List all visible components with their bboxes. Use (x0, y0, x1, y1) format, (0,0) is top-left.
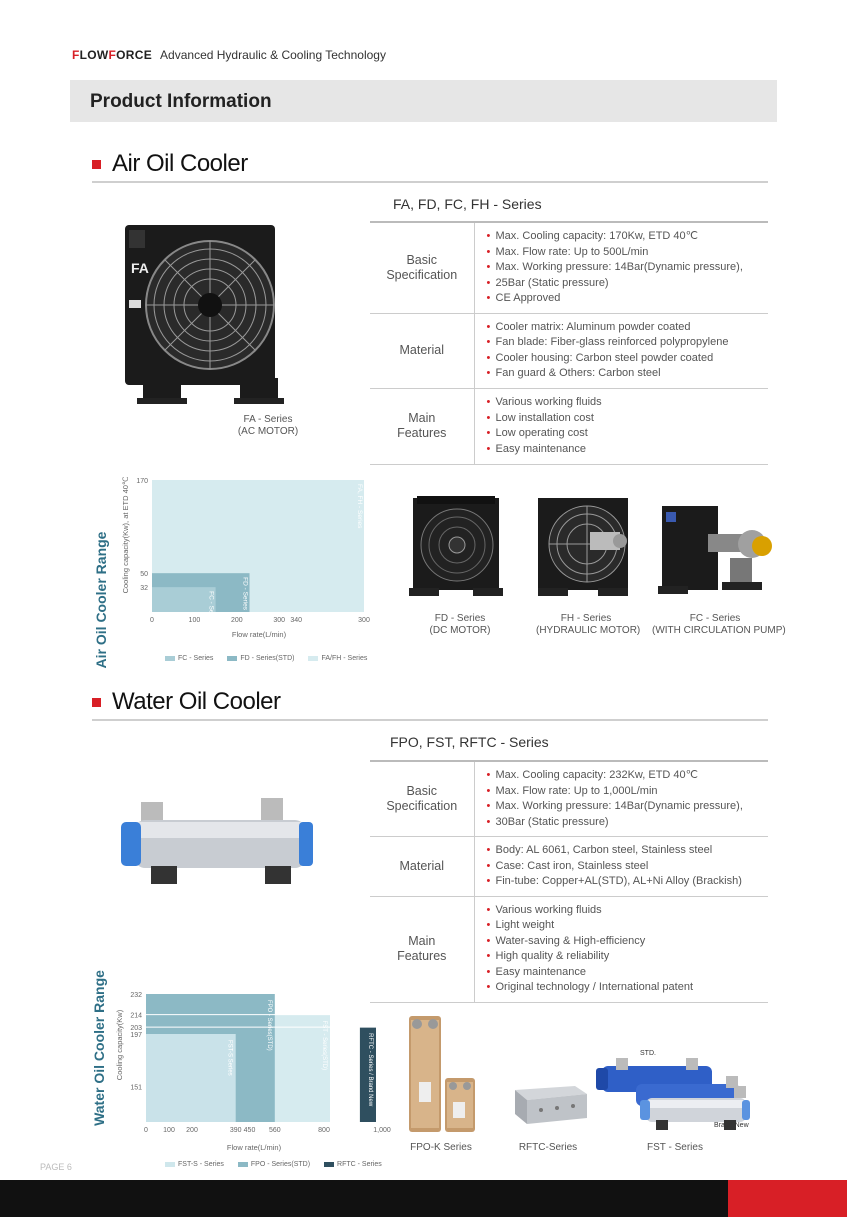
spec-item: • Cooler housing: Carbon steel powder coated (487, 351, 769, 367)
x-tick-label: 800 (318, 1127, 330, 1134)
footer-bar (0, 1180, 847, 1217)
brand-tagline: Advanced Hydraulic & Cooling Technology (160, 48, 386, 62)
fh-series-image (532, 492, 634, 607)
spec-head-line: Basic (406, 252, 438, 267)
spec-row-features (370, 896, 768, 1002)
bar-label: FST-S Series (226, 1040, 233, 1076)
legend-item (227, 655, 294, 662)
caption-line: FC - Series (689, 613, 741, 624)
spec-item: • Easy maintenance (487, 965, 769, 981)
footer-accent (728, 1180, 847, 1217)
brand-header (72, 48, 386, 62)
water-legend (165, 1161, 382, 1168)
caption-line: FA - Series (243, 414, 293, 425)
spec-item: • Low operating cost (487, 426, 769, 442)
legend-swatch (324, 1162, 334, 1167)
legend-item (165, 1161, 224, 1168)
legend-item (308, 655, 367, 662)
rftc-image (505, 1080, 590, 1130)
bar-label: FA, FH - Series (356, 484, 363, 529)
spec-item: • Max. Flow rate: Up to 1,000L/min (487, 784, 769, 800)
chart-title: Water Oil Cooler Range (91, 970, 107, 1126)
spec-row-basic (370, 761, 768, 837)
spec-row-basic (370, 222, 768, 313)
spec-body (474, 896, 768, 1002)
spec-head (370, 388, 474, 464)
chart-ylabel: Cooling capacity(Kw), at ETD 40℃ (121, 476, 130, 594)
air-series-title: FA, FD, FC, FH - Series (393, 196, 542, 212)
caption-line: (DC MOTOR) (429, 625, 491, 636)
spec-row-features (370, 388, 768, 464)
caption-line: (HYDRAULIC MOTOR) (536, 625, 641, 636)
legend-item (324, 1161, 382, 1168)
bar-label: FC - Series (207, 591, 215, 625)
spec-head-line: Main (408, 411, 436, 425)
section-rule (92, 181, 768, 183)
legend-label: FA/FH - Series (321, 655, 368, 662)
water-spec-table (370, 760, 768, 1003)
y-tick-label: 232 (130, 992, 142, 999)
spec-item: • Max. Flow rate: Up to 500L/min (487, 245, 769, 261)
spec-item: • Easy maintenance (487, 442, 769, 458)
spec-item: • Various working fluids (487, 395, 769, 411)
legend-label: FD - Series(STD) (240, 655, 295, 662)
spec-head: Material (370, 837, 474, 897)
spec-item: • Case: Cast iron, Stainless steel (487, 859, 769, 875)
fc-series-image (656, 498, 778, 608)
legend-swatch (308, 656, 318, 661)
y-tick-label: 170 (136, 478, 148, 485)
y-tick-label: 214 (130, 1012, 142, 1020)
fpo-k-image (403, 1012, 483, 1137)
section-rule (92, 719, 768, 721)
fh-caption (536, 613, 641, 637)
x-tick-label: 450 (243, 1127, 256, 1134)
spec-head: Material (370, 313, 474, 388)
x-tick-label: 0 (150, 617, 154, 624)
y-tick-label: 203 (130, 1025, 142, 1033)
bar-label: FST - Series(STD) (321, 1020, 327, 1071)
spec-head (370, 761, 474, 837)
bar-label: FD - Series (241, 577, 249, 611)
spec-item: • Max. Cooling capacity: 170Kw, ETD 40℃ (487, 229, 769, 245)
spec-row-material (370, 837, 768, 897)
legend-swatch (165, 1162, 175, 1167)
spec-head-line: Specification (386, 267, 458, 282)
section-marker (92, 698, 101, 707)
spec-item: • Original technology / International patent (487, 980, 769, 996)
brand-new-label: Brand New (714, 1122, 749, 1129)
spec-item: • Max. Working pressure: 14Bar(Dynamic pressure), (487, 799, 769, 815)
air-legend (165, 655, 367, 662)
chart-xlabel: Flow rate(L/min) (226, 1143, 282, 1152)
x-tick-label: 0 (144, 1127, 148, 1134)
x-tick-label: 200 (230, 617, 243, 624)
legend-swatch (238, 1162, 248, 1167)
legend-label: FPO - Series(STD) (250, 1161, 311, 1168)
std-label: STD. (640, 1050, 656, 1057)
section-marker (92, 160, 101, 169)
fst-caption: FST - Series (647, 1142, 703, 1153)
spec-item: • Low installation cost (487, 411, 769, 427)
bar-label: FPO - Series(STD) (265, 1000, 272, 1051)
fa-caption (228, 414, 308, 438)
spec-item: • CE Approved (487, 291, 769, 307)
legend-swatch (227, 656, 237, 661)
fd-caption (422, 613, 498, 637)
y-tick-label: 197 (130, 1032, 142, 1039)
water-series-title: FPO, FST, RFTC - Series (390, 734, 549, 750)
water-section-title: Water Oil Cooler (112, 688, 281, 715)
caption-line: FH - Series (560, 613, 612, 624)
legend-label: FC - Series (178, 655, 214, 662)
spec-body (474, 388, 768, 464)
spec-head-line: Features (397, 949, 447, 963)
spec-item: • Light weight (487, 918, 769, 934)
caption-line: (AC MOTOR) (237, 426, 299, 437)
spec-body (474, 222, 768, 313)
chart-ylabel: Cooling capacity(Kw) (115, 1009, 124, 1081)
spec-head-line: Basic (406, 784, 438, 798)
chart-xlabel: Flow rate(L/min) (231, 630, 287, 639)
x-tick-label: 100 (188, 617, 201, 624)
chart-title: Air Oil Cooler Range (93, 531, 109, 669)
y-tick-label: 151 (130, 1084, 142, 1092)
rftc-caption: RFTC-Series (518, 1142, 578, 1153)
legend-label: RFTC - Series (337, 1161, 382, 1168)
page-title: Product Information (90, 91, 272, 112)
bar-label: RFTC - Series / Brand New (367, 1033, 373, 1107)
spec-item: • Max. Cooling capacity: 232Kw, ETD 40℃ (487, 768, 769, 784)
fa-series-image (115, 220, 290, 415)
x-tick-label: 340 (290, 617, 303, 624)
spec-item: • Water-saving & High-efficiency (487, 934, 769, 950)
spec-head-line: Main (408, 934, 436, 948)
air-range-chart (88, 470, 378, 670)
spec-head (370, 222, 474, 313)
spec-head-line: Specification (386, 799, 458, 813)
legend-item (165, 655, 213, 662)
spec-body (474, 761, 768, 837)
chart-bar (146, 1034, 236, 1122)
spec-item-cont: • 25Bar (Static pressure) (487, 276, 769, 292)
spec-item: • High quality & reliability (487, 949, 769, 965)
spec-item: • Fan blade: Fiber-glass reinforced polypropylene (487, 335, 769, 351)
fa-badge: FA (131, 260, 149, 276)
fst-series-image (115, 790, 315, 900)
x-tick-label: 1,000 (373, 1127, 391, 1134)
caption-line: (WITH CIRCULATION PUMP) (652, 625, 786, 636)
legend-item (238, 1161, 310, 1168)
fpo-k-caption: FPO-K Series (410, 1142, 472, 1153)
spec-body (474, 313, 768, 388)
spec-head-line: Features (397, 426, 447, 440)
spec-item: • Fan guard & Others: Carbon steel (487, 366, 769, 382)
spec-item: • Cooler matrix: Aluminum powder coated (487, 320, 769, 336)
legend-swatch (165, 656, 175, 661)
caption-line: FD - Series (434, 613, 486, 624)
legend-label: FST-S - Series (178, 1161, 224, 1168)
spec-item: • Body: AL 6061, Carbon steel, Stainless steel (487, 843, 769, 859)
x-tick-label: 300 (358, 617, 370, 624)
brand-logo: FLOWFORCE (72, 48, 153, 62)
page-number: PAGE 6 (40, 1162, 72, 1172)
x-tick-label: 100 (163, 1127, 175, 1134)
x-tick-label: 200 (186, 1127, 198, 1134)
spec-row-material (370, 313, 768, 388)
air-spec-table (370, 221, 768, 465)
fc-caption (652, 613, 786, 637)
x-tick-label: 390 (229, 1127, 242, 1134)
x-tick-label: 560 (268, 1127, 281, 1134)
y-tick-label: 50 (140, 571, 148, 579)
spec-body (474, 837, 768, 897)
air-section-title: Air Oil Cooler (112, 150, 248, 177)
spec-item: • Fin-tube: Copper+AL(STD), AL+Ni Alloy (Brackish) (487, 874, 769, 890)
y-tick-label: 32 (140, 585, 148, 593)
x-tick-label: 300 (273, 617, 286, 624)
spec-item-cont: • 30Bar (Static pressure) (487, 815, 769, 831)
fd-series-image (405, 490, 507, 605)
spec-item: • Max. Working pressure: 14Bar(Dynamic pressure), (487, 260, 769, 276)
water-range-chart (88, 970, 391, 1180)
chart-bar (152, 587, 216, 612)
spec-item: • Various working fluids (487, 903, 769, 919)
